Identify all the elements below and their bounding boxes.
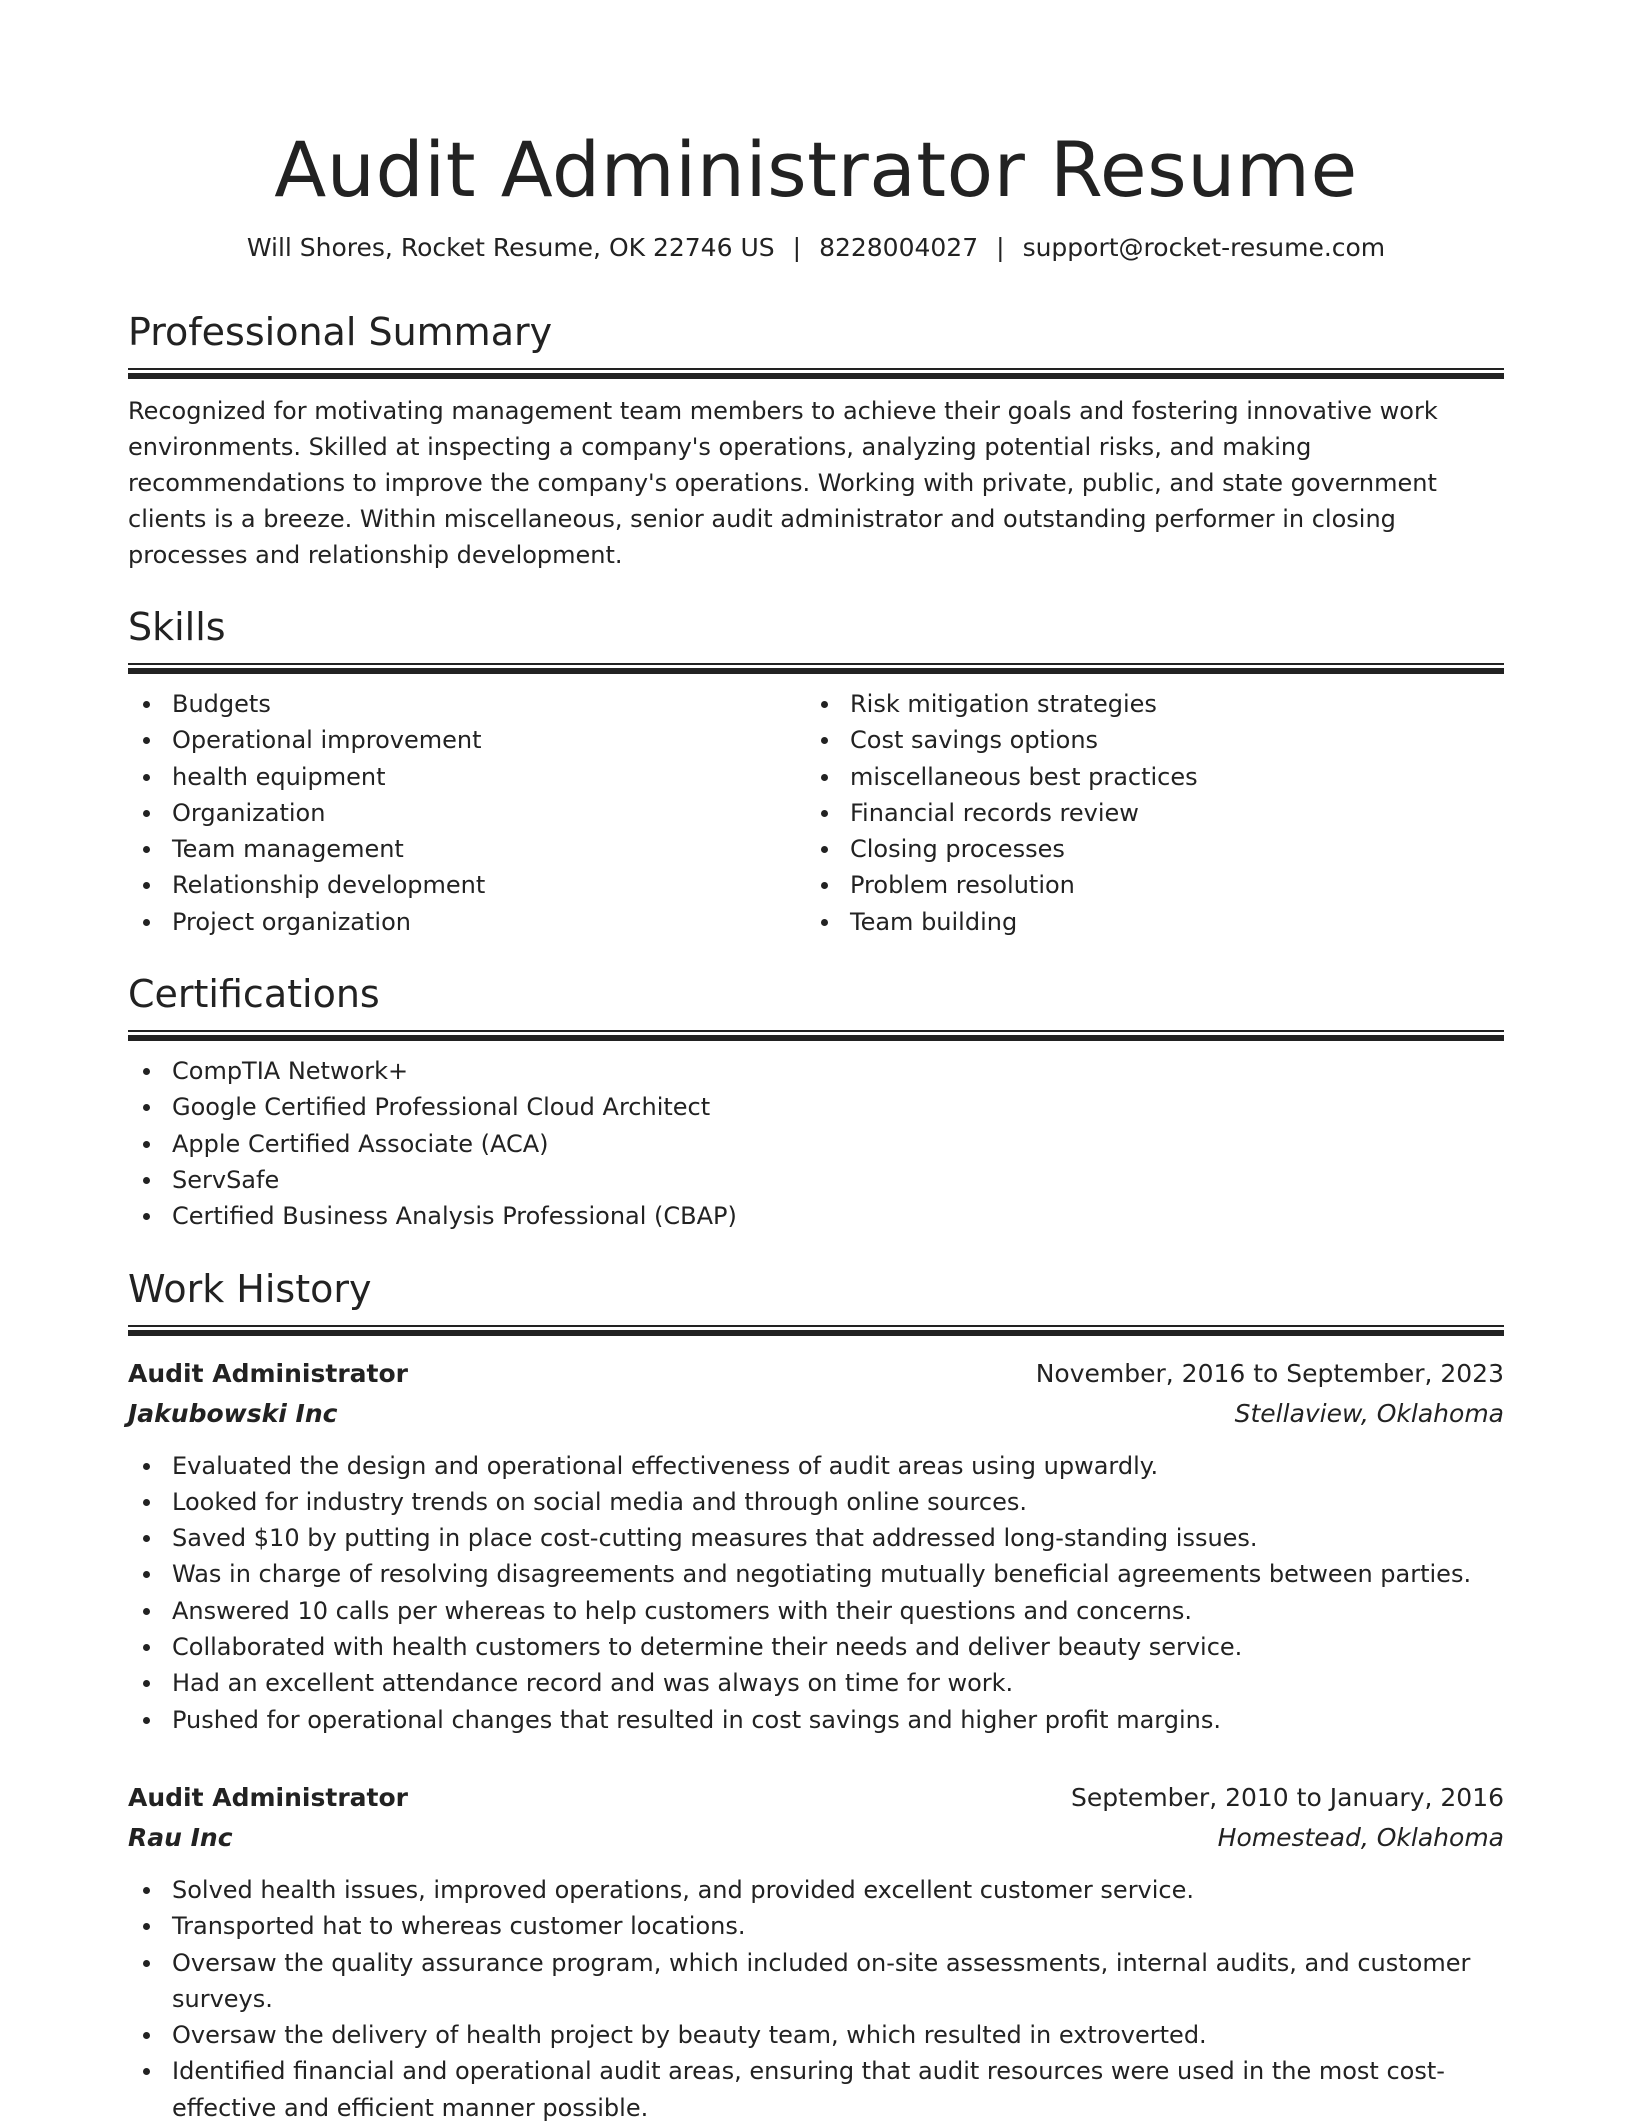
job-bullet: Collaborated with health customers to determine their needs and deliver beauty service. — [128, 1629, 1504, 1665]
summary-section — [128, 308, 1504, 573]
skill-item: health equipment — [128, 759, 806, 795]
job-bullet: Looked for industry trends on social media and through online sources. — [128, 1484, 1504, 1520]
skill-item: Team management — [128, 831, 806, 867]
certifications-list — [128, 1053, 1504, 1234]
job-bullet: Oversaw the quality assurance program, which included on-site assessments, internal audits, and customer surveys. — [128, 1945, 1504, 2018]
job-subheader — [128, 1818, 1504, 1858]
certification-item: ServSafe — [128, 1162, 1504, 1198]
job-bullet: Saved $10 by putting in place cost-cutting measures that addressed long-standing issues. — [128, 1520, 1504, 1556]
contact-separator: | — [792, 233, 802, 262]
skill-item: Problem resolution — [806, 867, 1484, 903]
certification-item: CompTIA Network+ — [128, 1053, 1504, 1089]
section-divider — [128, 1325, 1504, 1336]
job-title: Audit Administrator — [128, 1358, 408, 1388]
skill-item: Relationship development — [128, 867, 806, 903]
skill-item: Operational improvement — [128, 722, 806, 758]
contact-address: Will Shores, Rocket Resume, OK 22746 US — [246, 233, 775, 262]
skill-item: Project organization — [128, 904, 806, 940]
skill-item: miscellaneous best practices — [806, 759, 1484, 795]
job-bullet: Evaluated the design and operational effectiveness of audit areas using upwardly. — [128, 1448, 1504, 1484]
section-divider — [128, 663, 1504, 674]
section-title-work-history: Work History — [128, 1266, 372, 1311]
section-divider — [128, 368, 1504, 379]
certification-item: Apple Certified Associate (ACA) — [128, 1126, 1504, 1162]
contact-email: support@rocket-resume.com — [1022, 233, 1386, 262]
resume-page — [128, 0, 1504, 2126]
skills-list-left — [128, 686, 806, 940]
section-title-summary: Professional Summary — [128, 310, 553, 354]
job-entry — [128, 1354, 1504, 1738]
skill-item: Budgets — [128, 686, 806, 722]
section-divider — [128, 1030, 1504, 1041]
job-company: Rau Inc — [128, 1822, 233, 1852]
job-bullet: Transported hat to whereas customer locations. — [128, 1908, 1504, 1944]
job-bullet: Identified financial and operational audit areas, ensuring that audit resources were used in the most cost-effective and efficient manner possible. — [128, 2053, 1504, 2126]
job-header — [128, 1354, 1504, 1394]
job-header — [128, 1778, 1504, 1818]
job-bullet: Was in charge of resolving disagreements and negotiating mutually beneficial agreements between parties. — [128, 1556, 1504, 1592]
certifications-section — [128, 970, 1504, 1234]
skill-item: Cost savings options — [806, 722, 1484, 758]
job-bullets — [128, 1448, 1504, 1738]
job-dates: November, 2016 to September, 2023 — [1035, 1358, 1504, 1388]
job-bullet: Solved health issues, improved operations, and provided excellent customer service. — [128, 1872, 1504, 1908]
job-subheader — [128, 1394, 1504, 1434]
job-bullet: Answered 10 calls per whereas to help customers with their questions and concerns. — [128, 1593, 1504, 1629]
job-bullet: Pushed for operational changes that resulted in cost savings and higher profit margins. — [128, 1702, 1504, 1738]
skill-item: Team building — [806, 904, 1484, 940]
job-location: Stellaview, Oklahoma — [1234, 1398, 1504, 1428]
skills-section — [128, 603, 1504, 940]
job-bullet: Had an excellent attendance record and was always on time for work. — [128, 1665, 1504, 1701]
skill-item: Financial records review — [806, 795, 1484, 831]
section-title-skills: Skills — [128, 605, 226, 649]
job-location: Homestead, Oklahoma — [1217, 1822, 1504, 1852]
work-history-section — [128, 1265, 1504, 2126]
contact-line — [128, 230, 1504, 266]
job-company: Jakubowski Inc — [128, 1398, 338, 1428]
skill-item: Closing processes — [806, 831, 1484, 867]
certification-item: Google Certified Professional Cloud Architect — [128, 1089, 1504, 1125]
skills-list-right — [806, 686, 1484, 940]
job-dates: September, 2010 to January, 2016 — [1071, 1782, 1504, 1812]
certification-item: Certified Business Analysis Professional (CBAP) — [128, 1198, 1504, 1234]
contact-phone: 8228004027 — [819, 233, 979, 262]
section-title-certifications: Certifications — [128, 972, 380, 1017]
skills-grid — [128, 686, 1504, 940]
contact-separator: | — [996, 233, 1005, 262]
summary-text: Recognized for motivating management team members to achieve their goals and fostering innovative work environments. Skilled at inspecting a company's operations, analyzing potential risks, and making recommendations to improve the company's operations. Working with private, public, and state government clients is a breeze. Within miscellaneous, senior audit administrator and outstanding performer in closing processes and relationship development. — [128, 397, 1438, 569]
job-bullets — [128, 1872, 1504, 2126]
job-title: Audit Administrator — [128, 1782, 408, 1812]
job-entry — [128, 1778, 1504, 2126]
resume-title: Audit Administrator Resume — [274, 125, 1358, 214]
skill-item: Organization — [128, 795, 806, 831]
skill-item: Risk mitigation strategies — [806, 686, 1484, 722]
job-bullet: Oversaw the delivery of health project by beauty team, which resulted in extroverted. — [128, 2017, 1504, 2053]
